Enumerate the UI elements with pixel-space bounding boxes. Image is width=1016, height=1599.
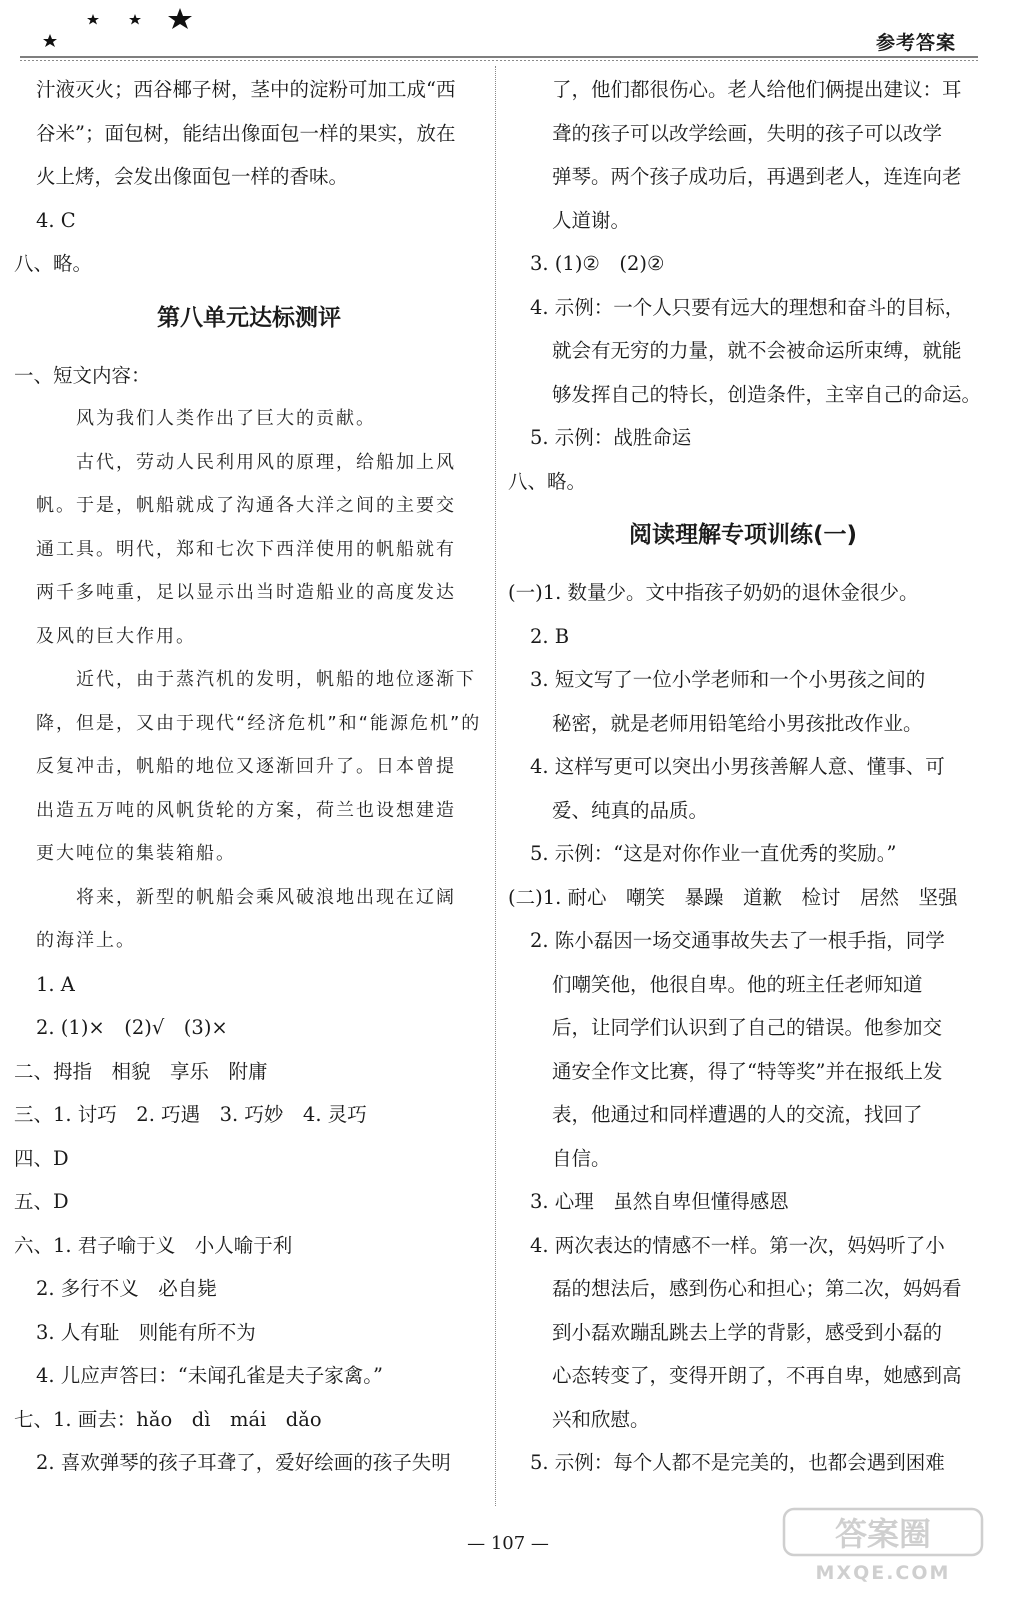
essay-line: 更大吨位的集装箱船。 (36, 843, 236, 864)
answer-line: 4. 这样写更可以突出小男孩善解人意、懂事、可 (530, 755, 945, 778)
answer-line: 人道谢。 (552, 208, 631, 232)
essay-line: 及风的巨大作用。 (36, 625, 196, 647)
answer-line: 3. 短文写了一位小学老师和一个小男孩之间的 (530, 668, 926, 691)
answer-line: 汁液灭火；西谷椰子树，茎中的淀粉可加工成“西 (36, 78, 456, 101)
page-header (0, 0, 1016, 60)
answer-line: 4. 儿应声答曰：“未闻孔雀是夫子家禽。” (36, 1364, 383, 1387)
answer-line: 秘密，就是老师用铅笔给小男孩批改作业。 (552, 711, 923, 735)
answer-line: 四、D (14, 1146, 69, 1170)
section-title: 阅读理解专项训练(一) (628, 522, 858, 548)
answer-line: 爱、纯真的品质。 (552, 798, 709, 822)
left-column (14, 68, 484, 1509)
answer-line: 1. A (36, 972, 75, 996)
answer-line: 弹琴。两个孩子成功后，再遇到老人，连连向老 (552, 165, 962, 188)
answer-line: 2. B (530, 624, 570, 648)
answer-line: 二、拇指 相貌 享乐 附庸 (14, 1059, 268, 1083)
answer-line: 3. 人有耻 则能有所不为 (36, 1320, 256, 1344)
essay-line: 近代，由于蒸汽机的发明，帆船的地位逐渐下 (76, 669, 476, 690)
right-column (508, 68, 982, 1509)
answer-line: 聋的孩子可以改学绘画，失明的孩子可以改学 (552, 121, 943, 145)
answer-line: 5. 示例：每个人都不是完美的，也都会遇到困难 (530, 1451, 945, 1474)
answer-line: 2. (1)× (2)√ (3)× (36, 1016, 228, 1039)
essay-line: 的海洋上。 (36, 930, 136, 951)
answer-line: 八、略。 (508, 469, 587, 493)
page-number: — 107 — (467, 1533, 549, 1554)
answer-line: 5. 示例：“这是对你作业一直优秀的奖励。” (530, 842, 897, 865)
section-title: 第八单元达标测评 (157, 304, 341, 331)
essay-line: 将来，新型的帆船会乘风破浪地出现在辽阔 (76, 886, 456, 908)
answer-line: (一)1. 数量少。文中指孩子奶奶的退休金很少。 (508, 581, 919, 604)
answer-line: 够发挥自己的特长，创造条件，主宰自己的命运。 (552, 382, 982, 406)
answer-line: 4. C (36, 208, 76, 232)
answer-line: 3. 心理 虽然自卑但懂得感恩 (530, 1190, 789, 1213)
answer-line: 三、1. 讨巧 2. 巧遇 3. 巧妙 4. 灵巧 (14, 1103, 367, 1126)
answer-line: 到小磊欢蹦乱跳去上学的背影，感受到小磊的 (552, 1320, 943, 1344)
answer-line: 3. (1)② (2)② (530, 252, 665, 275)
column-divider (495, 66, 496, 1506)
essay-line: 风为我们人类作出了巨大的贡献。 (76, 408, 376, 429)
essay-line: 帆。于是，帆船就成了沟通各大洋之间的主要交 (36, 495, 456, 516)
answer-line: 兴和欣慰。 (552, 1407, 650, 1431)
essay-line: 古代，劳动人民利用风的原理，给船加上风 (76, 451, 456, 473)
answer-line: 们嘲笑他，他很自卑。他的班主任老师知道 (552, 972, 923, 996)
header-rule (20, 56, 978, 62)
answer-line: 就会有无穷的力量，就不会被命运所束缚，就能 (552, 339, 962, 362)
answer-line: 通安全作文比赛，得了“特等奖”并在报纸上发 (552, 1059, 943, 1083)
answer-line: 谷米”；面包树，能结出像面包一样的果实，放在 (36, 121, 456, 145)
svg-text:答案圈: 答案圈 (834, 1515, 932, 1553)
essay-line: 降，但是，又由于现代“经济危机”和“能源危机”的 (36, 712, 482, 734)
essay-line: 两千多吨重，足以显示出当时造船业的高度发达 (36, 582, 456, 603)
answer-line: 5. 示例：战胜命运 (530, 426, 692, 449)
answer-line: 表，他通过和同样遭遇的人的交流，找回了 (552, 1103, 923, 1126)
essay-line: 出造五万吨的风帆货轮的方案，荷兰也设想建造 (36, 799, 456, 821)
essay-line: 通工具。明代，郑和七次下西洋使用的帆船就有 (36, 538, 456, 560)
answer-line: 2. 陈小磊因一场交通事故失去了一根手指，同学 (530, 929, 945, 952)
answer-line: 心态转变了，变得开朗了，不再自卑，她感到高 (552, 1364, 962, 1387)
answer-line: 了，他们都很伤心。老人给他们俩提出建议：耳 (552, 78, 962, 101)
answer-line: (二)1. 耐心 嘲笑 暴躁 道歉 检讨 居然 坚强 (508, 885, 958, 909)
svg-text:MXQE.COM: MXQE.COM (815, 1562, 951, 1584)
answer-line: 一、短文内容： (14, 363, 151, 387)
answer-line: 五、D (14, 1190, 69, 1213)
answer-line: 4. 示例：一个人只要有远大的理想和奋斗的目标， (530, 295, 965, 319)
header-title: 参考答案 (875, 32, 956, 54)
answer-line: 2. 多行不义 必自毙 (36, 1277, 217, 1300)
answer-line: 自信。 (552, 1146, 611, 1170)
answer-line: 后，让同学们认识到了自己的错误。他参加交 (552, 1016, 943, 1039)
answer-line: 火上烤，会发出像面包一样的香味。 (36, 165, 349, 188)
star-decoration-icon (38, 8, 208, 48)
answer-line: 六、1. 君子喻于义 小人喻于利 (14, 1233, 293, 1257)
answer-line: 2. 喜欢弹琴的孩子耳聋了，爱好绘画的孩子失明 (36, 1451, 451, 1474)
answer-line: 七、1. 画去：hǎo dì mái dǎo (14, 1407, 322, 1431)
answer-line: 4. 两次表达的情感不一样。第一次，妈妈听了小 (530, 1233, 945, 1257)
essay-line: 反复冲击，帆船的地位又逐渐回升了。日本曾提 (36, 756, 456, 777)
answer-line: 八、略。 (14, 252, 93, 275)
watermark-logo (778, 1505, 988, 1585)
answer-line: 磊的想法后，感到伤心和担心；第二次，妈妈看 (552, 1277, 962, 1300)
